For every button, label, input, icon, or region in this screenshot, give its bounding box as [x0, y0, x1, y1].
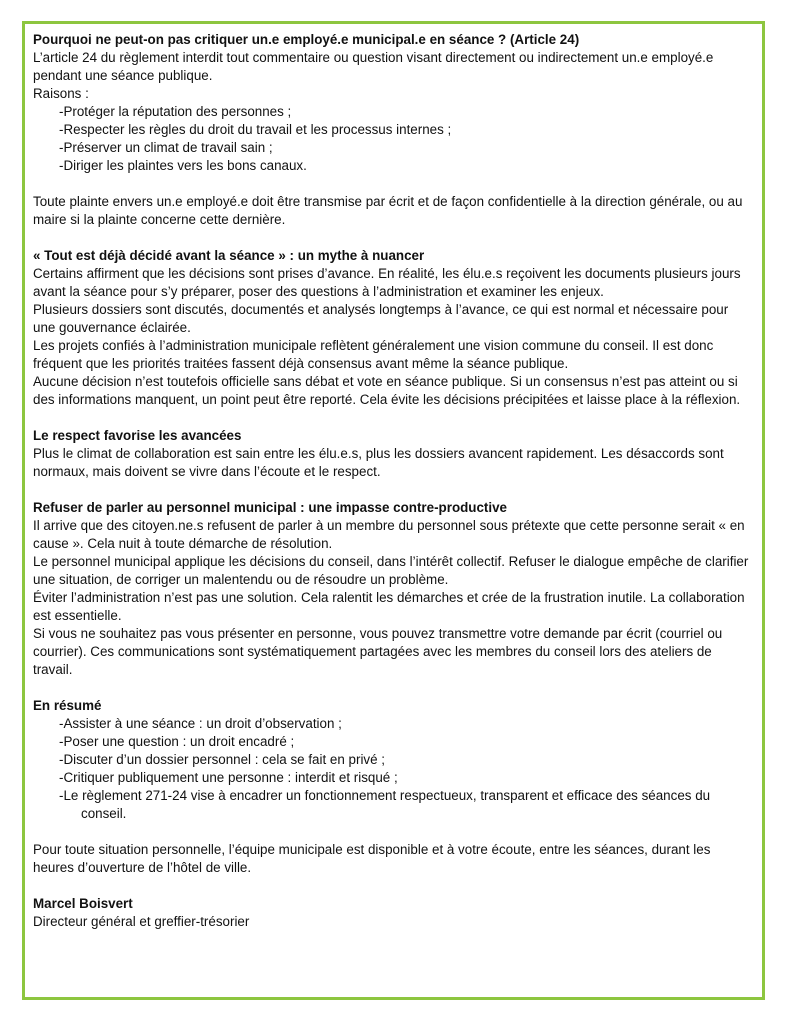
paragraph: Les projets confiés à l’administration municipale reflètent généralement une vision commune du conseil. Il est donc fréquent que les priorités traitées fassent déjà consensus avant même la séance publique. — [33, 338, 714, 371]
reasons-list — [33, 103, 750, 175]
paragraph: Certains affirment que les décisions sont prises d’avance. En réalité, les élu.e.s reçoivent les documents plusieurs jours avant la séance pour s’y préparer, poser des questions à l’administration et examiner les enjeux. — [33, 266, 741, 299]
paragraph: Plus le climat de collaboration est sain entre les élu.e.s, plus les dossiers avancent rapidement. Les désaccords sont normaux, mais doivent se vivre dans l’écoute et le respect. — [33, 446, 724, 479]
section-heading-summary: En résumé — [33, 698, 102, 713]
list-item: -Respecter les règles du droit du travail et les processus internes ; — [59, 122, 452, 137]
list-item-continuation: conseil. — [81, 806, 127, 821]
signature-title: Directeur général et greffier-trésorier — [33, 914, 250, 929]
paragraph: Éviter l’administration n’est pas une solution. Cela ralentit les démarches et crée de la frustration inutile. La collaboration est essentielle. — [33, 590, 745, 623]
list-item: -Critiquer publiquement une personne : interdit et risqué ; — [59, 770, 398, 785]
list-item: -Poser une question : un droit encadré ; — [59, 734, 295, 749]
section-heading-respect: Le respect favorise les avancées — [33, 428, 242, 443]
section-heading-personnel: Refuser de parler au personnel municipal : une impasse contre-productive — [33, 500, 508, 515]
paragraph: Il arrive que des citoyen.ne.s refusent de parler à un membre du personnel sous prétexte que cette personne serait « en cause ». Cela nuit à toute démarche de résolution. — [33, 518, 745, 551]
section-heading-article-24: Pourquoi ne peut-on pas critiquer un.e employé.e municipal.e en séance ? (Article 24) — [33, 32, 580, 47]
summary-list — [33, 715, 750, 823]
list-item: -Assister à une séance : un droit d’observation ; — [59, 716, 342, 731]
paragraph: Plusieurs dossiers sont discutés, documentés et analysés longtemps à l’avance, ce qui est normal et nécessaire pour une gouvernance éclairée. — [33, 302, 729, 335]
paragraph: Toute plainte envers un.e employé.e doit être transmise par écrit et de façon confidentielle à la direction générale, ou au maire si la plainte concerne cette dernière. — [33, 194, 743, 227]
paragraph: Le personnel municipal applique les décisions du conseil, dans l’intérêt collectif. Refuser le dialogue empêche de clarifier une situation, de corriger un malentendu ou de résoudre un problème. — [33, 554, 749, 587]
paragraph: Aucune décision n’est toutefois officielle sans débat et vote en séance publique. Si un consensus n’est pas atteint ou si des informations manquent, un point peut être reporté. Cela évite les décisions précipitées et laisse place à la réflexion. — [33, 374, 741, 407]
list-item: -Diriger les plaintes vers les bons canaux. — [59, 158, 307, 173]
list-item: -Le règlement 271-24 vise à encadrer un fonctionnement respectueux, transparent et efficace des séances du — [59, 788, 711, 803]
reasons-label: Raisons : — [33, 86, 89, 101]
list-item: -Protéger la réputation des personnes ; — [59, 104, 292, 119]
list-item: -Préserver un climat de travail sain ; — [59, 140, 273, 155]
signature-name: Marcel Boisvert — [33, 896, 133, 911]
paragraph: Si vous ne souhaitez pas vous présenter en personne, vous pouvez transmettre votre demande par écrit (courriel ou courrier). Ces communications sont systématiquement partagées avec les membres du conseil lors des ateliers de travail. — [33, 626, 723, 677]
document-frame — [22, 21, 765, 1000]
paragraph: L’article 24 du règlement interdit tout commentaire ou question visant directement ou indirectement un.e employé.e pendant une séance publique. — [33, 50, 714, 83]
section-heading-myth: « Tout est déjà décidé avant la séance » : un mythe à nuancer — [33, 248, 425, 263]
list-item: -Discuter d’un dossier personnel : cela se fait en privé ; — [59, 752, 385, 767]
closing-paragraph: Pour toute situation personnelle, l’équipe municipale est disponible et à votre écoute, entre les séances, durant les heures d’ouverture de l’hôtel de ville. — [33, 842, 711, 875]
